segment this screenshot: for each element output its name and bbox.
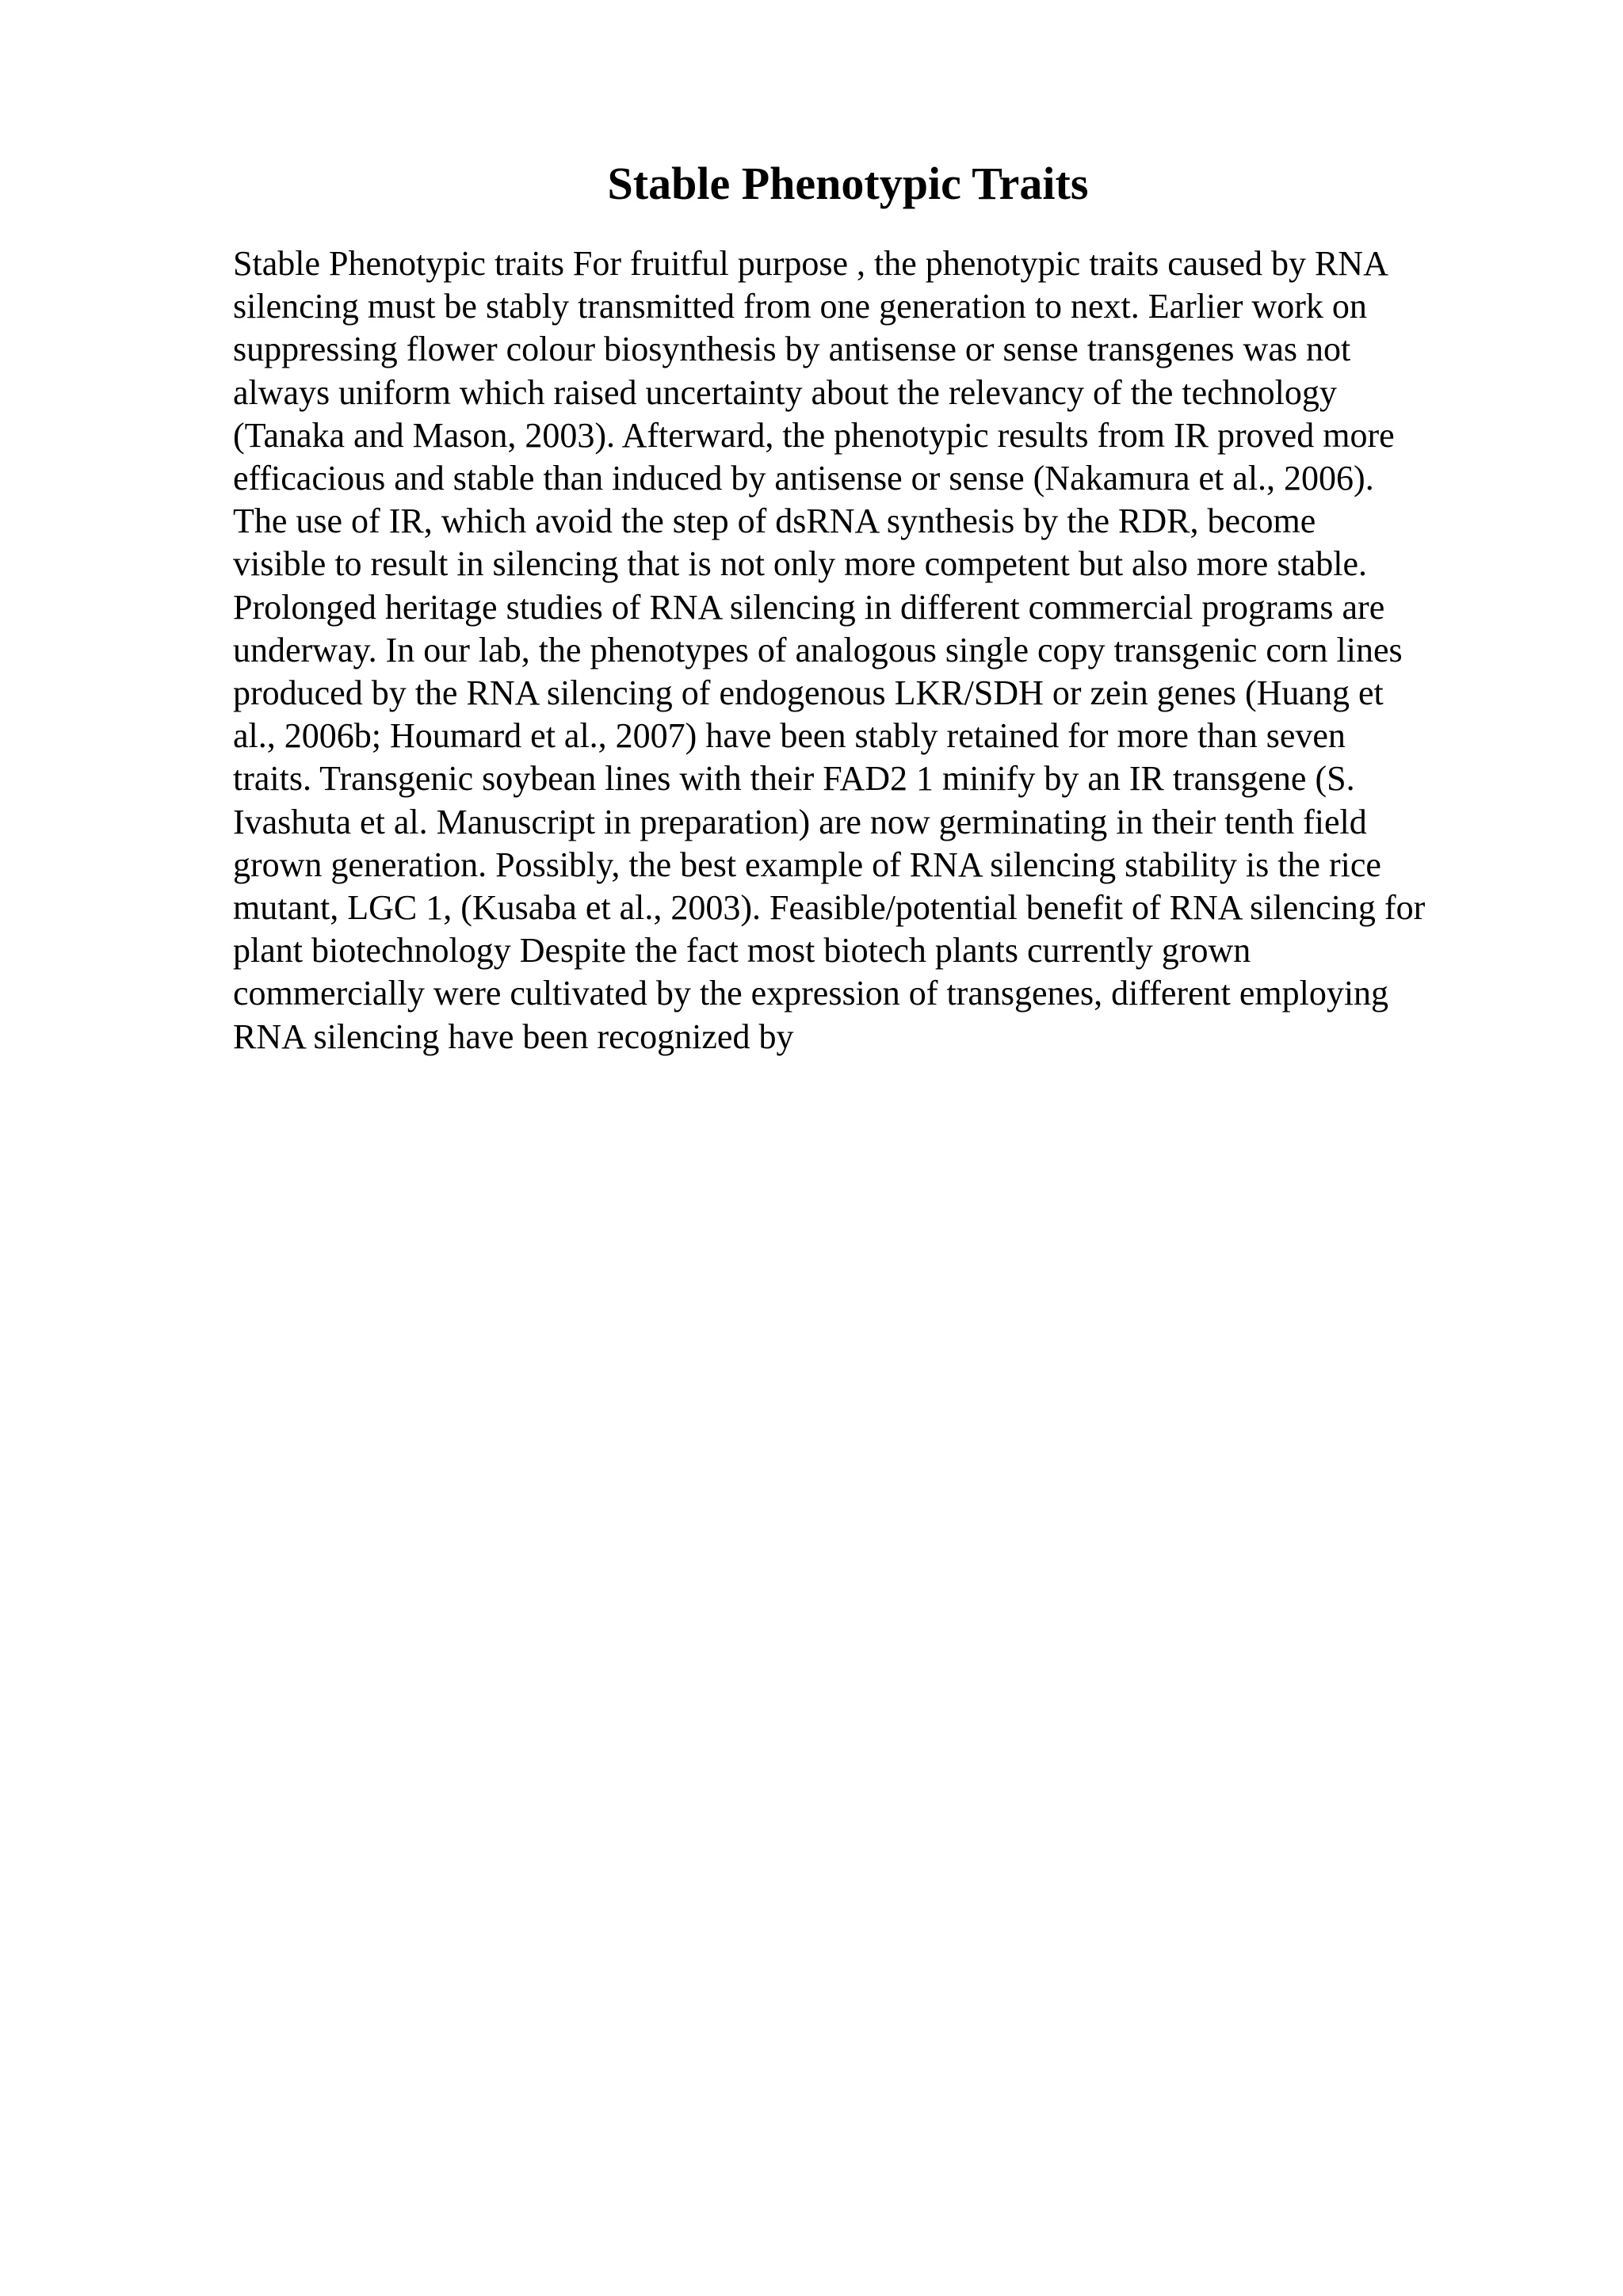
- document-title: Stable Phenotypic Traits: [607, 158, 1089, 209]
- document-body-paragraph: Stable Phenotypic traits For fruitful purpose , the phenotypic traits caused by RNA silencing must be stably transmitted from one generation to next. Earlier work on suppressing flower colour biosynthesis by antisense or sense transgenes was not always uniform which raised uncertainty about the relevancy of the technology (Tanaka and Mason, 2003). Afterward, the phenotypic results from IR proved more efficacious and stable than induced by antisense or sense (Nakamura et al., 2006). The use of IR, which avoid the step of dsRNA synthesis by the RDR, become visible to result in silencing that is not only more competent but also more stable. Prolonged heritage studies of RNA silencing in different commercial programs are underway. In our lab, the phenotypes of analogous single copy transgenic corn lines produced by the RNA silencing of endogenous LKR/SDH or zein genes (Huang et al., 2006b; Houmard et al., 2007) have been stably retained for more than seven traits. Transgenic soybean lines with their FAD2 1 minify by an IR transgene (S. Ivashuta et al. Manuscript in preparation) are now germinating in their tenth field grown generation. Possibly, the best example of RNA silencing stability is the rice mutant, LGC 1, (Kusaba et al., 2003). Feasible/potential benefit of RNA silencing for plant biotechnology Despite the fact most biotech plants currently grown commercially were cultivated by the expression of transgenes, different employing RNA silencing have been recognized by: [233, 244, 1426, 1056]
